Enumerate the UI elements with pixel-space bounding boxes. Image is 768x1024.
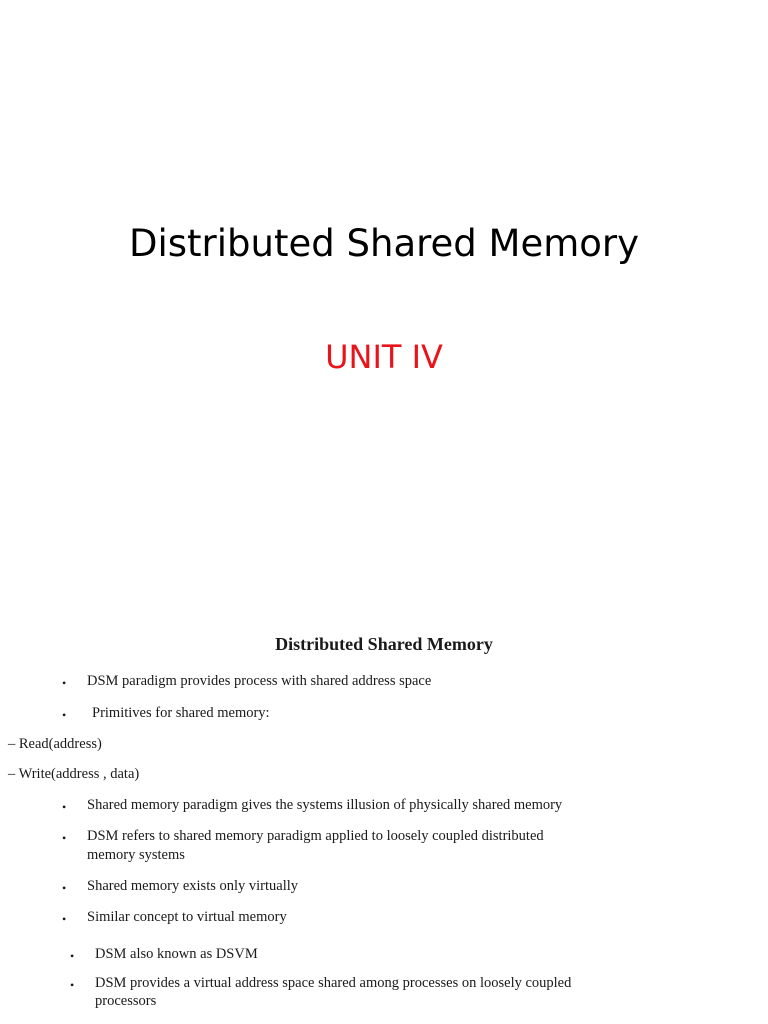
bullet-icon: • [70, 949, 75, 963]
list-item: DSM paradigm provides process with shared address space [87, 673, 432, 689]
document-heading: Distributed Shared Memory [275, 634, 493, 654]
list-item: Shared memory paradigm gives the systems illusion of physically shared memory [87, 797, 563, 813]
list-item: Shared memory exists only virtually [87, 878, 299, 894]
document-page [0, 620, 768, 1024]
list-item: Primitives for shared memory: [92, 705, 270, 721]
slide-subtitle: UNIT IV [325, 338, 443, 376]
list-item: Similar concept to virtual memory [87, 909, 287, 925]
bullet-icon: • [70, 978, 75, 992]
slide-title: Distributed Shared Memory [129, 222, 639, 265]
bullet-icon: • [62, 676, 67, 690]
list-item: DSM refers to shared memory paradigm applied to loosely coupled distributed [87, 828, 544, 844]
list-item: DSM also known as DSVM [95, 946, 258, 962]
list-item-continuation: memory systems [87, 847, 185, 863]
bullet-icon: • [62, 912, 67, 926]
bullet-icon: • [62, 831, 67, 845]
list-item-continuation: processors [95, 993, 157, 1009]
bullet-icon: • [62, 881, 67, 895]
bullet-icon: • [62, 708, 67, 722]
list-item: DSM provides a virtual address space shared among processes on loosely coupled [95, 975, 572, 991]
list-item: – Read(address) [8, 736, 102, 752]
bullet-icon: • [62, 800, 67, 814]
list-item: – Write(address , data) [8, 766, 140, 782]
